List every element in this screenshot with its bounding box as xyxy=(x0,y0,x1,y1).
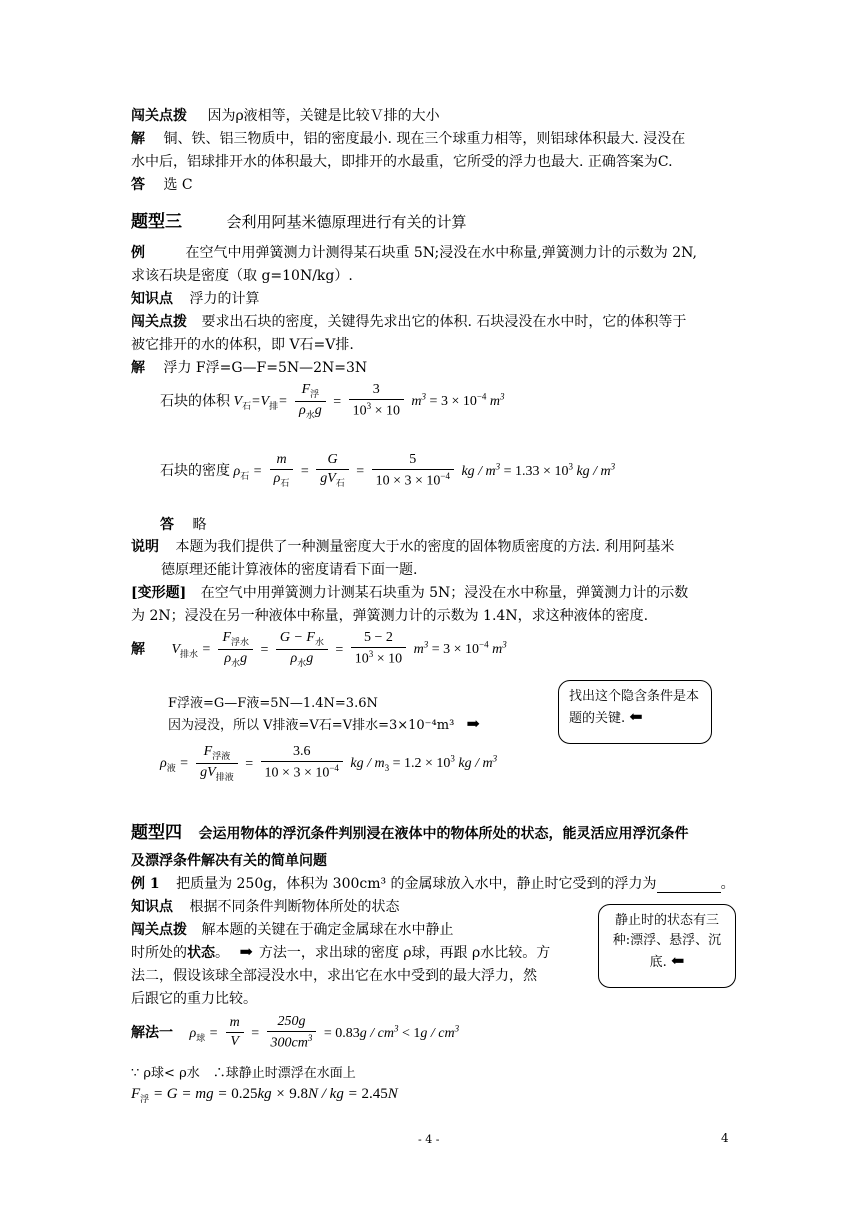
because-line: ∵ ρ球< ρ水 ∴球静止时漂浮在水面上 xyxy=(131,1066,356,1081)
example1-label: 例 1 xyxy=(131,876,160,892)
method1-label: 解法一 xyxy=(131,1024,173,1041)
note-text: 本题为我们提供了一种测量密度大于水的密度的固体物质密度的方法. 利用阿基米 xyxy=(175,539,675,555)
section-label-4: 题型四 xyxy=(131,823,182,843)
answer-blank[interactable] xyxy=(657,878,721,893)
solution-line xyxy=(131,128,685,148)
page-number-right: 4 xyxy=(721,1131,729,1145)
volume-label: 石块的体积 xyxy=(160,393,230,410)
tip-text-3d: 方法一，求出球的密度 ρ球，再跟 ρ水比较。方 xyxy=(258,945,551,961)
example-line xyxy=(131,242,697,262)
variant-cont: 为 2N；浸没在另一种液体中称量，弹簧测力计的示数为 1.4N，求这种液体的密度. xyxy=(131,608,649,624)
answer-text-2: 略 xyxy=(192,517,207,533)
section-label: 题型三 xyxy=(131,212,182,232)
solution-label: 解 xyxy=(131,131,145,147)
solution-cont: 水中后，铝球排开水的体积最大，即排开的水最重，它所受的浮力也最大. 正确答案为C. xyxy=(131,154,673,170)
note-cont: 德原理还能计算液体的密度请看下面一题. xyxy=(161,562,418,578)
knowledge-line-2 xyxy=(131,896,399,916)
tip-text-3c: 。 xyxy=(215,945,229,961)
variant-line-2: F浮液=G—F液=5N—1.4N=3.6N xyxy=(168,696,378,711)
section-title-4-cont: 及漂浮条件解决有关的简单问题 xyxy=(131,853,327,869)
tip-label-2: 闯关点拨 xyxy=(131,314,187,330)
knowledge-label: 知识点 xyxy=(131,291,173,307)
variant-line xyxy=(131,582,688,602)
example1-line xyxy=(131,873,735,893)
example-label: 例 xyxy=(131,245,145,261)
arrow-right-icon: ➡ xyxy=(466,714,480,733)
tip-label: 闯关点拨 xyxy=(131,108,187,124)
solution-line-2 xyxy=(131,357,367,377)
note-line xyxy=(131,536,674,556)
example-cont: 求该石块是密度（取 g=10N/kg）. xyxy=(131,268,353,284)
tip-cont-2: 被它排开的水的体积，即 V石=V排. xyxy=(131,337,354,353)
tip-cont-3b: 法二，假设该球全部浸没水中，求出它在水中受到的最大浮力，然 xyxy=(131,968,537,984)
variant-label: [变形题] xyxy=(131,585,187,601)
answer-label: 答 xyxy=(131,177,145,193)
density-formula: 石块的密度 $\rho_石$ = $\frac{m}{\rho_石}$ = $\frac{G}{gV_石}$ = $\frac{5}{10 \times 3 \times 10^{-4}}$ kg / $m^3 = 1.33 \times 10^3$ kg / $m^3$ xyxy=(160,452,616,489)
arrow-left-icon-2: ⬅ xyxy=(670,951,685,970)
solution-text-2: 浮力 F浮=G—F=5N—2N=3N xyxy=(163,360,368,376)
arrow-right-icon-2: ➡ xyxy=(239,942,253,961)
method1-formula: 解法一 $\rho_球$ = $\frac{m}{V}$ = $\frac{250g}{300cm^3}$ = $0.83g / cm^3 < 1g / cm^3$ xyxy=(131,1014,460,1051)
answer-line xyxy=(131,174,193,194)
knowledge-text-2: 根据不同条件判断物体所处的状态 xyxy=(189,899,400,915)
tip-line xyxy=(131,105,440,125)
state-callout xyxy=(598,904,736,988)
buoyancy-result: $F_浮 = G$ = mg = 0.25kg × 9.8N / kg = 2.45N xyxy=(131,1086,398,1104)
section-title: 会利用阿基米德原理进行有关的计算 xyxy=(226,213,467,231)
tip-line-2 xyxy=(131,311,686,331)
note-label: 说明 xyxy=(131,539,159,555)
solution-text: 铜、铁、铝三物质中，铝的密度最小. 现在三个球重力相等，则铝球体积最大. 浸没在 xyxy=(163,131,686,147)
variant-line-3 xyxy=(168,714,480,733)
answer-text: 选 C xyxy=(163,177,193,193)
tip-cont-3c: 后跟它的重力比较。 xyxy=(131,991,257,1007)
knowledge-text: 浮力的计算 xyxy=(189,291,260,307)
hint-callout xyxy=(558,680,712,744)
example-text: 在空气中用弹簧测力计测得某石块重 5N;浸没在水中称量,弹簧测力计的示数为 2N, xyxy=(185,245,697,261)
arrow-left-icon: ⬅ xyxy=(629,707,643,726)
knowledge-label-2: 知识点 xyxy=(131,899,173,915)
variant-formula-2: $\rho_液$ = $\frac{F_{浮液}}{gV_{排液}}$ = $\frac{3.6}{10 \times 3 \times 10^{-4}}$ kg / $m_3 = 1.2 \times 10^3$ kg / $m^3$ xyxy=(160,744,498,782)
tip-cont-3a xyxy=(131,942,550,962)
example1-end: 。 xyxy=(720,876,735,892)
tip-text: 因为ρ液相等，关键是比较Ｖ排的大小 xyxy=(207,108,440,124)
tip-text-3b: 状态 xyxy=(187,945,215,961)
tip-text-3a: 时所处的 xyxy=(131,945,187,961)
variant-solution-label: 解 xyxy=(131,641,145,658)
section-heading-4 xyxy=(131,818,688,843)
variant-line-3-text: 因为浸没，所以 V排液=V石=V排水=3×10⁻⁴m³ xyxy=(168,718,455,733)
tip-text-2: 要求出石块的密度，关键得先求出它的体积. 石块浸没在水中时，它的体积等于 xyxy=(201,314,687,330)
answer-line-2 xyxy=(160,514,206,534)
density-label: 石块的密度 xyxy=(160,462,230,479)
answer-label-2: 答 xyxy=(160,517,174,533)
state-callout-text: 静止时的状态有三种:漂浮、悬浮、沉底. xyxy=(612,913,722,970)
volume-formula: 石块的体积 $V_石=V_排=$ $\frac{F_浮}{\rho_水g}$ = $\frac{3}{10^3 \times 10}$ $m^3 = 3 \times 10^{-4}$ $m^3$ xyxy=(160,382,505,420)
example1-text: 把质量为 250g，体积为 300cm³ 的金属球放入水中，静止时它受到的浮力为 xyxy=(176,876,657,892)
hint-callout-text: 找出这个隐含条件是本题的关键. xyxy=(569,689,700,726)
section-title-4: 会运用物体的浮沉条件判别浸在液体中的物体所处的状态，能灵活应用浮沉条件 xyxy=(198,826,689,842)
variant-text: 在空气中用弹簧测力计测某石块重为 5N；浸没在水中称量，弹簧测力计的示数 xyxy=(200,585,689,601)
tip-line-3 xyxy=(131,919,453,939)
section-heading xyxy=(131,207,466,232)
knowledge-line xyxy=(131,288,259,308)
page-number-center: - 4 - xyxy=(418,1133,440,1146)
variant-formula-1: 解 $V_{排水}$ = $\frac{F_{浮水}}{\rho_水g}$ = $\frac{G - F_水}{\rho_水g}$ = $\frac{5 - 2}{10^3 \times 10}$ $m^3 = 3 \times 10^{-4}$ $m^3$ xyxy=(131,630,507,668)
tip-label-3: 闯关点拨 xyxy=(131,922,187,938)
solution-label-2: 解 xyxy=(131,360,145,376)
tip-text-3: 解本题的关键在于确定金属球在水中静止 xyxy=(201,922,454,938)
